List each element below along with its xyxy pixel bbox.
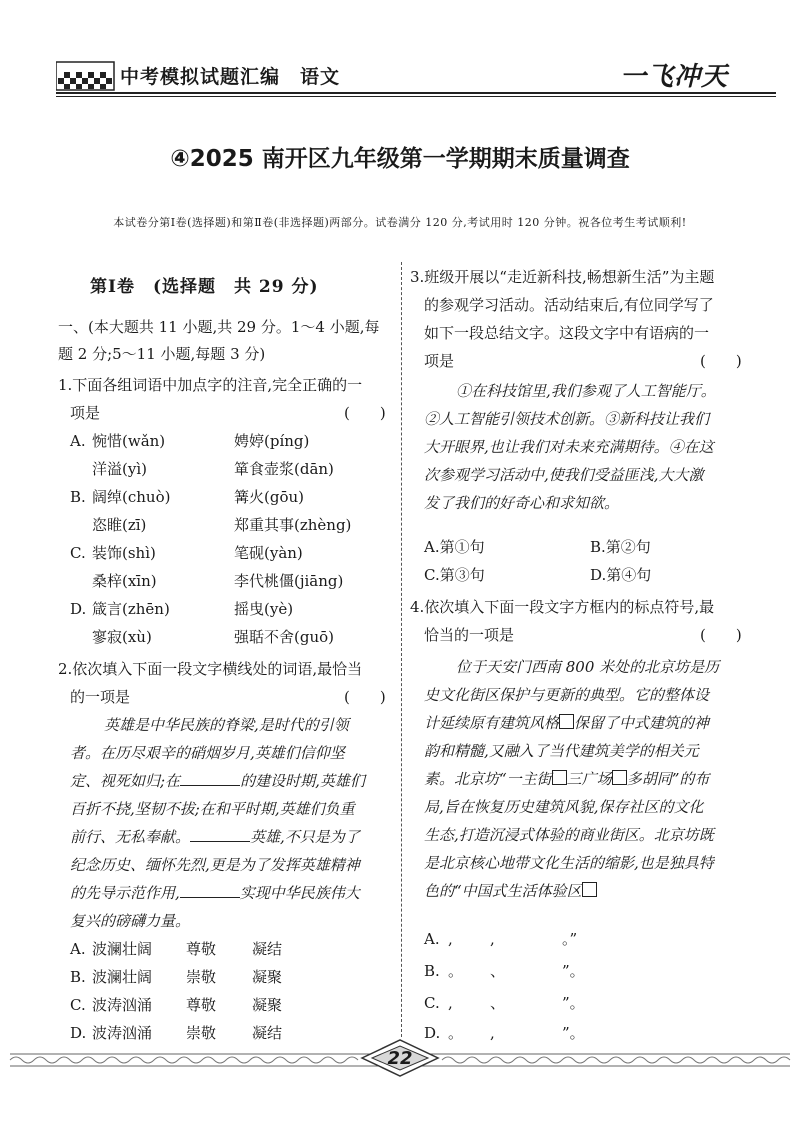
q4-option-b-sym2: 、 xyxy=(490,962,506,980)
brand-logo: 一飞冲天 xyxy=(620,62,729,92)
q1-option-d-label: D. xyxy=(70,600,87,618)
q4-passage-line1: 位于天安门西南 800 米处的北京坊是历 xyxy=(456,658,720,676)
q3-answer-paren: ( ) xyxy=(700,352,742,370)
q1-option-c-label: C. xyxy=(70,544,86,562)
q4-option-a-sym2: , xyxy=(490,930,495,948)
q4-passage-line5: 素。北京坊“一主街 三广场 多胡同”的布 xyxy=(424,770,710,788)
q4-option-b-sym1: 。 xyxy=(448,962,464,980)
q1-option-a-word4: 箪食壶浆(dān) xyxy=(234,460,334,478)
q2-option-c-label: C. xyxy=(70,996,86,1014)
q4-option-d-label: D. xyxy=(424,1024,441,1042)
q4-passage-line7: 生态,打造沉浸式体验的商业街区。北京坊既 xyxy=(424,826,714,844)
q2-stem-line1: 2.依次填入下面一段文字横线处的词语,最恰当 xyxy=(58,660,363,678)
q2-option-c-choice1: 波涛汹涌 xyxy=(92,996,153,1014)
header-rule xyxy=(56,92,776,94)
q1-answer-paren: ( ) xyxy=(344,404,386,422)
section-instruction-line1: 一、(本大题共 11 小题,共 29 分。1～4 小题,每 xyxy=(58,318,380,336)
q2-passage-line7: 的先导示范作用, 实现中华民族伟大 xyxy=(70,880,360,907)
q3-passage-line4: 次参观学习活动中,使我们受益匪浅,大大激 xyxy=(424,466,704,484)
q1-option-c-word3: 桑梓(xīn) xyxy=(92,572,157,590)
q1-stem-line2: 项是 xyxy=(70,404,101,422)
series-title: 中考模拟试题汇编 语文 xyxy=(120,66,341,88)
q2-blank-3 xyxy=(180,881,240,898)
q2-passage-line5: 前行、无私奉献。 英雄,不只是为了 xyxy=(70,824,360,851)
q4-punct-box-1 xyxy=(559,714,574,729)
q3-option-d: D.第④句 xyxy=(590,566,652,584)
q3-stem-line4: 项是 xyxy=(424,352,455,370)
q3-passage-line5: 发了我们的好奇心和求知欲。 xyxy=(424,494,620,512)
q4-passage-line4: 韵和精髓,又融入了当代建筑美学的相关元 xyxy=(424,742,699,760)
q2-option-d-label: D. xyxy=(70,1024,87,1042)
q1-option-c-word1: 装饰(shì) xyxy=(92,544,156,562)
q2-answer-paren: ( ) xyxy=(344,688,386,706)
header-checker-decoration xyxy=(56,58,120,92)
q2-blank-2 xyxy=(190,825,250,842)
q1-option-a-word3: 洋溢(yì) xyxy=(92,460,147,478)
q4-option-c-sym2: 、 xyxy=(490,994,506,1012)
q1-option-d-word4: 强聒不舍(guō) xyxy=(234,628,334,646)
page-number: 22 xyxy=(387,1048,413,1069)
q1-option-d-word2: 摇曳(yè) xyxy=(234,600,294,618)
q3-option-a: A.第①句 xyxy=(424,538,485,556)
header-rule-thin xyxy=(56,96,776,97)
q1-option-c-word4: 李代桃僵(jiāng) xyxy=(234,572,344,590)
exam-title: ④2025 南开区九年级第一学期期末质量调查 xyxy=(170,146,630,172)
q1-stem-line1: 1.下面各组词语中加点字的注音,完全正确的一 xyxy=(58,376,363,394)
q2-stem-line2: 的一项是 xyxy=(70,688,131,706)
q4-passage-line9: 色的“中国式生活体验区 xyxy=(424,878,597,905)
q1-option-d-word3: 寥寂(xù) xyxy=(92,628,152,646)
q4-option-b-sym3: ”。 xyxy=(562,962,585,980)
q1-option-c-word2: 笔砚(yàn) xyxy=(234,544,303,562)
q2-passage-line4: 百折不挠,坚韧不拔;在和平时期,英雄们负重 xyxy=(70,800,355,818)
q2-option-d-choice2: 崇敬 xyxy=(186,1024,217,1042)
q4-punct-box-4 xyxy=(582,882,597,897)
q2-option-a-choice2: 尊敬 xyxy=(186,940,217,958)
q2-option-a-choice3: 凝结 xyxy=(252,940,283,958)
q3-option-b: B.第②句 xyxy=(590,538,651,556)
q4-punct-box-3 xyxy=(612,770,627,785)
q2-option-d-choice1: 波涛汹涌 xyxy=(92,1024,153,1042)
q4-option-a-sym3: 。” xyxy=(562,930,578,948)
q4-passage-line6: 局,旨在恢复历史建筑风貌,保存社区的文化 xyxy=(424,798,704,816)
q4-option-c-sym3: ”。 xyxy=(562,994,585,1012)
q4-option-b-label: B. xyxy=(424,962,440,980)
q4-option-d-sym1: 。 xyxy=(448,1024,464,1042)
q1-option-b-word3: 恣睢(zī) xyxy=(92,516,147,534)
q3-stem-line2: 的参观学习活动。活动结束后,有位同学写了 xyxy=(424,296,714,314)
q3-stem-line1: 3.班级开展以“走近新科技,畅想新生活”为主题 xyxy=(410,268,715,286)
q4-stem-line2: 恰当的一项是 xyxy=(424,626,515,644)
q2-option-c-choice2: 尊敬 xyxy=(186,996,217,1014)
q1-option-a-label: A. xyxy=(70,432,86,450)
q4-passage-line3: 计延续原有建筑风格 保留了中式建筑的神 xyxy=(424,714,710,732)
q4-stem-line1: 4.依次填入下面一段文字方框内的标点符号,最 xyxy=(410,598,715,616)
q2-option-a-label: A. xyxy=(70,940,86,958)
section-instruction-line2: 题 2 分;5～11 小题,每题 3 分) xyxy=(58,345,266,363)
q1-option-d-word1: 箴言(zhēn) xyxy=(92,600,170,618)
q3-option-c: C.第③句 xyxy=(424,566,485,584)
q2-passage-line6: 纪念历史、缅怀先烈,更是为了发挥英雄精神 xyxy=(70,856,360,874)
q3-passage-line2: ②人工智能引领技术创新。③新科技让我们 xyxy=(424,410,710,428)
q2-passage-line3: 定、视死如归;在 的建设时期,英雄们 xyxy=(70,768,365,795)
q1-option-b-word2: 篝火(gōu) xyxy=(234,488,304,506)
q2-option-b-choice2: 崇敬 xyxy=(186,968,217,986)
q2-passage-line1: 英雄是中华民族的脊梁,是时代的引领 xyxy=(104,716,349,734)
q4-answer-paren: ( ) xyxy=(700,626,742,644)
q2-option-a-choice1: 波澜壮阔 xyxy=(92,940,153,958)
q4-option-a-label: A. xyxy=(424,930,440,948)
q4-passage-line8: 是北京核心地带文化生活的缩影,也是独具特 xyxy=(424,854,714,872)
q2-option-c-choice3: 凝聚 xyxy=(252,996,283,1014)
exam-notice: 本试卷分第Ⅰ卷(选择题)和第Ⅱ卷(非选择题)两部分。试卷满分 120 分,考试用时 120 分钟。祝各位考生考试顺利! xyxy=(113,216,687,229)
q4-option-d-sym3: ”。 xyxy=(562,1024,585,1042)
q3-stem-line3: 如下一段总结文字。这段文字中有语病的一 xyxy=(424,324,710,342)
q2-blank-1 xyxy=(180,769,240,786)
q2-option-b-choice1: 波澜壮阔 xyxy=(92,968,153,986)
q4-option-c-label: C. xyxy=(424,994,440,1012)
q1-option-b-label: B. xyxy=(70,488,86,506)
q2-option-b-choice3: 凝聚 xyxy=(252,968,283,986)
column-divider xyxy=(401,262,402,1037)
q4-option-d-sym2: , xyxy=(490,1024,495,1042)
q3-passage-line3: 大开眼界,也让我们对未来充满期待。④在这 xyxy=(424,438,714,456)
q4-punct-box-2 xyxy=(552,770,567,785)
q3-passage-line1: ①在科技馆里,我们参观了人工智能厅。 xyxy=(456,382,716,400)
q1-option-b-word4: 郑重其事(zhèng) xyxy=(234,516,352,534)
q1-option-b-word1: 阔绰(chuò) xyxy=(92,488,171,506)
section-heading: 第Ⅰ卷 (选择题 共 29 分) xyxy=(90,277,319,297)
q4-option-a-sym1: , xyxy=(448,930,453,948)
q2-passage-line2: 者。在历尽艰辛的硝烟岁月,英雄们信仰坚 xyxy=(70,744,345,762)
q2-option-b-label: B. xyxy=(70,968,86,986)
q4-passage-line2: 史文化街区保护与更新的典型。它的整体设 xyxy=(424,686,710,704)
q2-option-d-choice3: 凝结 xyxy=(252,1024,283,1042)
q2-passage-line8: 复兴的磅礴力量。 xyxy=(70,912,191,930)
q1-option-a-word2: 娉婷(píng) xyxy=(234,432,310,450)
q1-option-a-word1: 惋惜(wǎn) xyxy=(92,432,166,450)
q4-option-c-sym1: , xyxy=(448,994,453,1012)
